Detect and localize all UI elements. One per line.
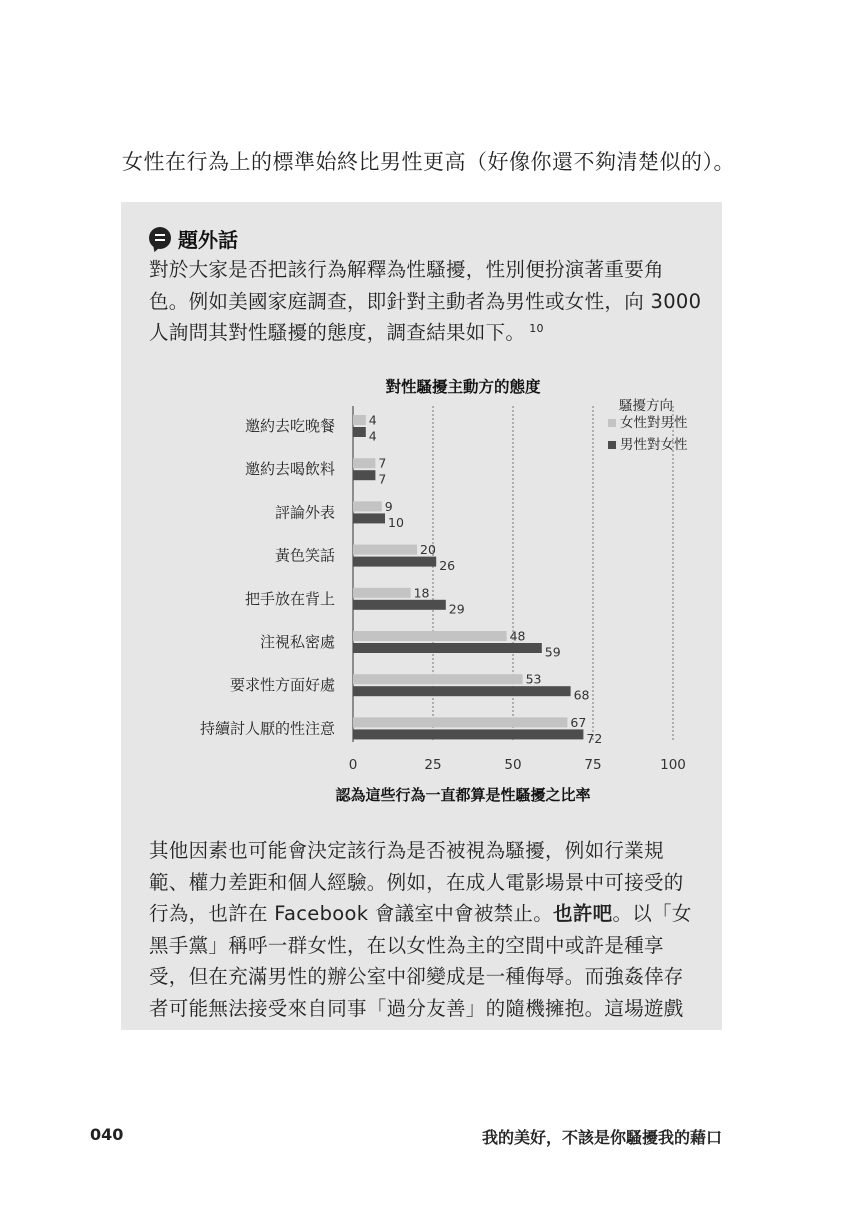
text-line: 受，但在充滿男性的辦公室中卻變成是一種侮辱。而強姦倖存	[149, 965, 684, 988]
bar-male-to-female	[353, 600, 446, 610]
text-line: 對於大家是否把該行為解釋為性騷擾，性別便扮演著重要角	[149, 258, 664, 281]
bar-female-to-male	[353, 674, 523, 684]
text-line: 色。例如美國家庭調查，即針對主動者為男性或女性，向 3000	[149, 289, 702, 313]
bar-female-to-male	[353, 458, 375, 468]
bar-male-to-female	[353, 557, 436, 567]
text-line: 黑手黨」稱呼一群女性，在以女性為主的空間中或許是種享	[149, 933, 664, 957]
data-label: 53	[525, 671, 542, 687]
body-paragraph	[149, 835, 697, 1024]
data-label: 29	[448, 601, 465, 617]
data-label: 48	[509, 628, 526, 644]
data-label: 10	[388, 514, 404, 530]
bar-male-to-female	[353, 427, 366, 437]
bar-male-to-female	[353, 513, 385, 523]
category-label: 黃色笑話	[274, 546, 335, 565]
data-label: 26	[439, 558, 456, 574]
legend-label: 女性對男性	[620, 415, 688, 431]
x-tick-label: 0	[348, 757, 358, 773]
bar-female-to-male	[353, 717, 567, 727]
legend-swatch	[608, 441, 616, 449]
bar-female-to-male	[353, 631, 507, 641]
bar-male-to-female	[353, 729, 583, 739]
category-label: 持續討人厭的性注意	[199, 719, 335, 738]
text-line	[149, 317, 697, 349]
category-label: 要求性方面好處	[229, 676, 335, 695]
bar-female-to-male	[353, 588, 411, 598]
text-line: 其他因素也可能會決定該行為是否被視為騷擾，例如行業規	[149, 839, 664, 862]
data-label: 7	[378, 455, 387, 471]
emphasis-text: 也許吧	[553, 902, 613, 925]
text-line: 範、權力差距和個人經驗。例如，在成人電影場景中可接受的	[149, 870, 684, 894]
sidebar-title: 題外話	[178, 227, 238, 252]
bar-chart	[121, 372, 722, 812]
data-label: 4	[368, 412, 377, 428]
x-tick-label: 75	[584, 757, 602, 773]
data-label: 9	[384, 498, 393, 514]
legend-swatch	[608, 419, 616, 427]
legend-title: 騷擾方向	[619, 398, 673, 414]
data-label: 18	[413, 585, 430, 601]
bar-female-to-male	[353, 545, 417, 555]
bar-female-to-male	[353, 501, 382, 511]
bar-male-to-female	[353, 643, 542, 653]
x-tick-label: 25	[424, 757, 442, 773]
data-label: 67	[570, 714, 587, 730]
sidebar-intro-text	[149, 254, 702, 349]
sidebar-header	[149, 224, 238, 252]
data-label: 20	[420, 542, 436, 558]
chart-title: 對性騷擾主動方的態度	[385, 378, 541, 396]
category-label: 注視私密處	[259, 633, 335, 651]
x-tick-label: 100	[660, 757, 686, 773]
category-label: 邀約去喝飲料	[244, 460, 335, 479]
text-line-content: 人詢問其對性騷擾的態度，調查結果如下。	[149, 321, 526, 344]
x-tick-label: 50	[504, 757, 522, 773]
data-label: 7	[378, 471, 387, 487]
data-label: 59	[544, 644, 561, 660]
page-number: 040	[90, 1125, 124, 1144]
category-label: 把手放在背上	[244, 589, 335, 608]
sidebar-box	[121, 202, 722, 1030]
category-label: 邀約去吃晚餐	[244, 417, 335, 435]
running-title: 我的美好，不該是你騷擾我的藉口	[481, 1128, 722, 1147]
footnote-marker: 10	[529, 322, 544, 335]
category-label: 評論外表	[274, 503, 335, 522]
data-label: 68	[573, 687, 590, 703]
text-line: 行為，也許在 Facebook 會議室中會被禁止。也許吧。以「女	[149, 902, 692, 925]
bar-male-to-female	[353, 470, 375, 480]
data-label: 72	[586, 730, 603, 746]
intro-paragraph: 女性在行為上的標準始終比男性更高（好像你還不夠清楚似的）。	[122, 150, 735, 174]
bar-female-to-male	[353, 415, 366, 425]
x-axis-label: 認為這些行為一直都算是性騷擾之比率	[335, 786, 591, 804]
text-line: 者可能無法接受來自同事「過分友善」的隨機擁抱。這場遊戲	[149, 996, 684, 1020]
data-label: 4	[368, 428, 377, 444]
bar-male-to-female	[353, 686, 571, 696]
speech-bubble-icon	[149, 227, 171, 249]
legend-label: 男性對女性	[620, 437, 688, 453]
